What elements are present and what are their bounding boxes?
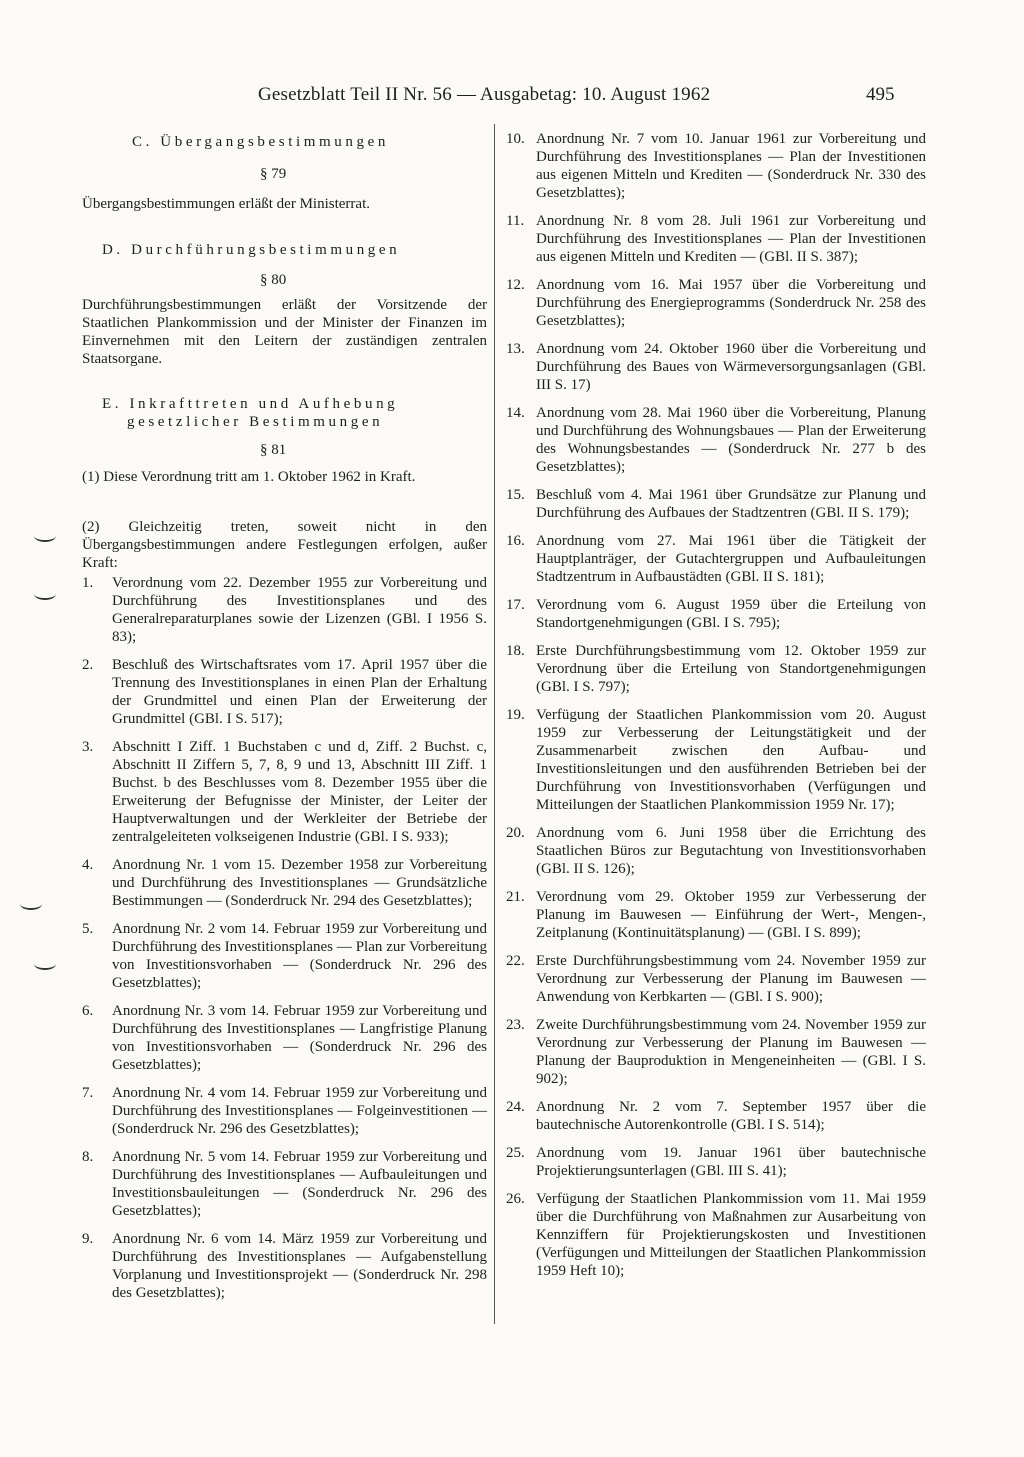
list-item-number: 13. (506, 341, 525, 357)
list-item-number: 7. (82, 1085, 94, 1101)
repealed-list-left (82, 574, 487, 1312)
list-item-number: 14. (506, 405, 525, 421)
column-divider (494, 124, 495, 1324)
page-header (0, 84, 1024, 112)
list-item-text: Anordnung Nr. 1 vom 15. Dezember 1958 zur Vorbereitung und Durchführung des Investitionsplanes — Grundsätzliche Bestimmungen — (Sonderdruck Nr. 294 des Gesetzblattes); (112, 857, 487, 909)
list-item-text: Beschluß vom 4. Mai 1961 über Grundsätze zur Planung und Durchführung des Aufbaues der Stadtzentren (GBl. II S. 179); (536, 487, 926, 521)
list-item-text: Abschnitt I Ziff. 1 Buchstaben c und d, Ziff. 2 Buchst. c, Abschnitt II Ziffern 5, 7, 8, 9 und 13, Abschnitt III Ziff. 1 Buchst. b des Beschlusses vom 8. Dezember 1955 über die Erweiterung der Befugnisse der Minister, der Leiter der Hauptverwaltungen und der Werkleiter der Betriebe der zentralgeleiteten volkseigenen Industrie (GBl. I S. 933); (112, 739, 487, 845)
list-item (506, 212, 926, 266)
list-item-number: 10. (506, 131, 525, 147)
list-item (506, 276, 926, 330)
list-item-number: 4. (82, 857, 94, 873)
list-item-text: Anordnung Nr. 8 vom 28. Juli 1961 zur Vorbereitung und Durchführung des Investitionsplanes — Plan der Investitionen aus eigenen Mitteln und Krediten — (GBl. II S. 387); (536, 213, 926, 265)
list-item (506, 486, 926, 522)
list-item-number: 26. (506, 1191, 525, 1207)
margin-mark (34, 588, 56, 600)
list-item-number: 6. (82, 1003, 94, 1019)
list-item (506, 596, 926, 632)
list-item-number: 19. (506, 707, 525, 723)
list-item-text: Anordnung vom 6. Juni 1958 über die Errichtung des Staatlichen Büros zur Begutachtung von Investitionsvorhaben (GBl. II S. 126); (536, 825, 926, 877)
list-item-text: Verfügung der Staatlichen Plankommission vom 11. Mai 1959 über die Durchführung von Maßnahmen zur Ausarbeitung von Kennziffern für Projektierungskosten und Investitionen (Verfügungen und Mitteilungen der Staatlichen Plankommission 1959 Heft 10); (536, 1191, 926, 1279)
list-item-number: 9. (82, 1231, 94, 1247)
list-item-text: Anordnung Nr. 7 vom 10. Januar 1961 zur Vorbereitung und Durchführung des Investitionsplanes — Plan der Investitionen aus eigenen Mitteln und Krediten — (Sonderdruck Nr. 330 des Gesetzblattes); (536, 131, 926, 201)
list-item (82, 1084, 487, 1138)
list-item-text: Anordnung vom 16. Mai 1957 über die Vorbereitung und Durchführung des Energieprogramms (Sonderdruck Nr. 258 des Gesetzblattes); (536, 277, 926, 329)
list-item-text: Verordnung vom 29. Oktober 1959 zur Verbesserung der Planung im Bauwesen — Einführung der Wert-, Mengen-, Zeitplanung (Kontinuitätsplanung) — (GBl. I S. 899); (536, 889, 926, 941)
list-item (506, 404, 926, 476)
list-item-text: Verordnung vom 6. August 1959 über die Erteilung von Standortgenehmigungen (GBl. I S. 795); (536, 597, 926, 631)
list-item-number: 12. (506, 277, 525, 293)
list-item-text: Anordnung Nr. 6 vom 14. März 1959 zur Vorbereitung und Durchführung des Investitionsplanes — Aufgabenstellung Vorplanung und Investitionsprojekt — (Sonderdruck Nr. 298 des Gesetzblattes); (112, 1231, 487, 1301)
section-e-heading-line1: E. Inkrafttreten und Aufhebung (102, 396, 399, 412)
list-item-number: 24. (506, 1099, 525, 1115)
list-item (82, 1148, 487, 1220)
section-c-text: Übergangsbestimmungen erläßt der Ministerrat. (82, 196, 370, 212)
list-item-text: Erste Durchführungsbestimmung vom 24. November 1959 zur Verordnung zur Verbesserung der Planung im Bauwesen — Anwendung von Kerbkarten — (GBl. I S. 900); (536, 953, 926, 1005)
margin-mark (34, 530, 56, 542)
list-item (506, 1016, 926, 1088)
list-item (82, 656, 487, 728)
section-d-heading: D. Durchführungsbestimmungen (102, 242, 401, 258)
list-item-number: 3. (82, 739, 94, 755)
list-item-number: 20. (506, 825, 525, 841)
list-item-number: 16. (506, 533, 525, 549)
list-item-number: 23. (506, 1017, 525, 1033)
list-item-number: 15. (506, 487, 525, 503)
list-item-number: 22. (506, 953, 525, 969)
list-item-text: Zweite Durchführungsbestimmung vom 24. November 1959 zur Verordnung zur Verbesserung der Planung im Bauwesen — Planung der Bauproduktion in Mengeneinheiten — (GBl. I S. 902); (536, 1017, 926, 1087)
list-item-number: 21. (506, 889, 525, 905)
list-item (506, 1144, 926, 1180)
list-item-text: Anordnung Nr. 3 vom 14. Februar 1959 zur Vorbereitung und Durchführung des Investitionsplanes — Langfristige Planung von Investitionsvorhaben — (Sonderdruck Nr. 296 des Gesetzblattes); (112, 1003, 487, 1073)
list-item-text: Anordnung vom 27. Mai 1961 über die Tätigkeit der Hauptplanträger, der Gutachtergruppen und Aufbauleitungen Stadtzentrum in Aufbaustädten (GBl. II S. 181); (536, 533, 926, 585)
margin-mark (20, 898, 42, 910)
list-item (82, 574, 487, 646)
section-e-paragraph-sign: § 81 (260, 442, 287, 458)
list-item-text: Verordnung vom 22. Dezember 1955 zur Vorbereitung und Durchführung des Investitionsplanes und des Generalreparaturplanes sowie der Lizenzen (GBl. I 1956 S. 83); (112, 575, 487, 645)
list-item-text: Anordnung vom 28. Mai 1960 über die Vorbereitung, Planung und Durchführung des Wohnungsbaues — Plan der Erweiterung des Wohnungsbestandes — (Sonderdruck Nr. 277 b des Gesetzblattes); (536, 405, 926, 475)
list-item-text: Anordnung vom 24. Oktober 1960 über die Vorbereitung und Durchführung des Baues von Wärmeversorgungsanlagen (GBl. III S. 17) (536, 341, 926, 393)
list-item-text: Anordnung Nr. 2 vom 7. September 1957 über die bautechnische Autorenkontrolle (GBl. I S. 514); (536, 1099, 926, 1133)
header-title: Gesetzblatt Teil II Nr. 56 — Ausgabetag: 10. August 1962 (258, 84, 711, 105)
list-item (82, 1230, 487, 1302)
list-item (506, 340, 926, 394)
list-item-number: 25. (506, 1145, 525, 1161)
list-item-text: Anordnung Nr. 2 vom 14. Februar 1959 zur Vorbereitung und Durchführung des Investitionsplanes — Plan zur Vorbereitung von Investitionsvorhaben — (Sonderdruck Nr. 296 des Gesetzblattes); (112, 921, 487, 991)
section-d-paragraph-sign: § 80 (260, 272, 287, 288)
list-item-number: 11. (506, 213, 525, 229)
list-item (82, 920, 487, 992)
list-item-text: Anordnung Nr. 4 vom 14. Februar 1959 zur Vorbereitung und Durchführung des Investitionsplanes — Folgeinvestitionen — (Sonderdruck Nr. 296 des Gesetzblattes); (112, 1085, 487, 1137)
list-item (506, 1098, 926, 1134)
list-item-text: Anordnung vom 19. Januar 1961 über bautechnische Projektierungsunterlagen (GBl. III S. 41); (536, 1145, 926, 1179)
list-item-number: 17. (506, 597, 525, 613)
list-item-text: Verfügung der Staatlichen Plankommission vom 20. August 1959 zur Verbesserung der Leitungstätigkeit und der Zusammenarbeit zwischen den Aufbau- und Investitionsleitungen und den ausführenden Betrieben bei der Durchführung von Investitionsvorhaben (Verfügungen und Mitteilungen der Staatlichen Plankommission 1959 Nr. 17); (536, 707, 926, 813)
section-d-text: Durchführungsbestimmungen erläßt der Vorsitzende der Staatlichen Plankommission und der Minister der Finanzen im Einvernehmen mit den Leitern der zuständigen zentralen Staatsorgane. (82, 297, 487, 367)
list-item (506, 130, 926, 202)
list-item (82, 1002, 487, 1074)
list-item (506, 952, 926, 1006)
list-item-number: 2. (82, 657, 94, 673)
list-item (506, 1190, 926, 1280)
list-item (506, 824, 926, 878)
list-item-number: 5. (82, 921, 94, 937)
section-e-para1: (1) Diese Verordnung tritt am 1. Oktober 1962 in Kraft. (82, 469, 416, 485)
list-item (506, 706, 926, 814)
list-item-text: Anordnung Nr. 5 vom 14. Februar 1959 zur Vorbereitung und Durchführung des Investitionsplanes — Aufbauleitungen und Investitionsbauleitungen — (Sonderdruck Nr. 296 des Gesetzblattes); (112, 1149, 487, 1219)
list-item-number: 8. (82, 1149, 94, 1165)
list-item-text: Erste Durchführungsbestimmung vom 12. Oktober 1959 zur Verordnung über die Erteilung von Standortgenehmigungen (GBl. I S. 797); (536, 643, 926, 695)
section-c-heading: C. Übergangsbestimmungen (132, 134, 389, 150)
list-item-number: 18. (506, 643, 525, 659)
section-e-para2: (2) Gleichzeitig treten, soweit nicht in den Übergangsbestimmungen andere Festlegungen erfolgen, außer Kraft: (82, 519, 487, 571)
section-e-heading-line2: gesetzlicher Bestimmungen (127, 414, 384, 430)
section-c-paragraph-sign: § 79 (260, 166, 287, 182)
list-item (82, 856, 487, 910)
page-number: 495 (866, 84, 895, 105)
margin-mark (34, 958, 56, 970)
list-item-number: 1. (82, 575, 94, 591)
list-item (506, 888, 926, 942)
list-item (506, 532, 926, 586)
list-item (506, 642, 926, 696)
list-item-text: Beschluß des Wirtschaftsrates vom 17. April 1957 über die Trennung des Investitionsplanes in einen Plan der Erhaltung der Grundmittel und einen Plan der Erweiterung der Grundmittel (GBl. I S. 517); (112, 657, 487, 727)
repealed-list-right (506, 130, 926, 1290)
list-item (82, 738, 487, 846)
